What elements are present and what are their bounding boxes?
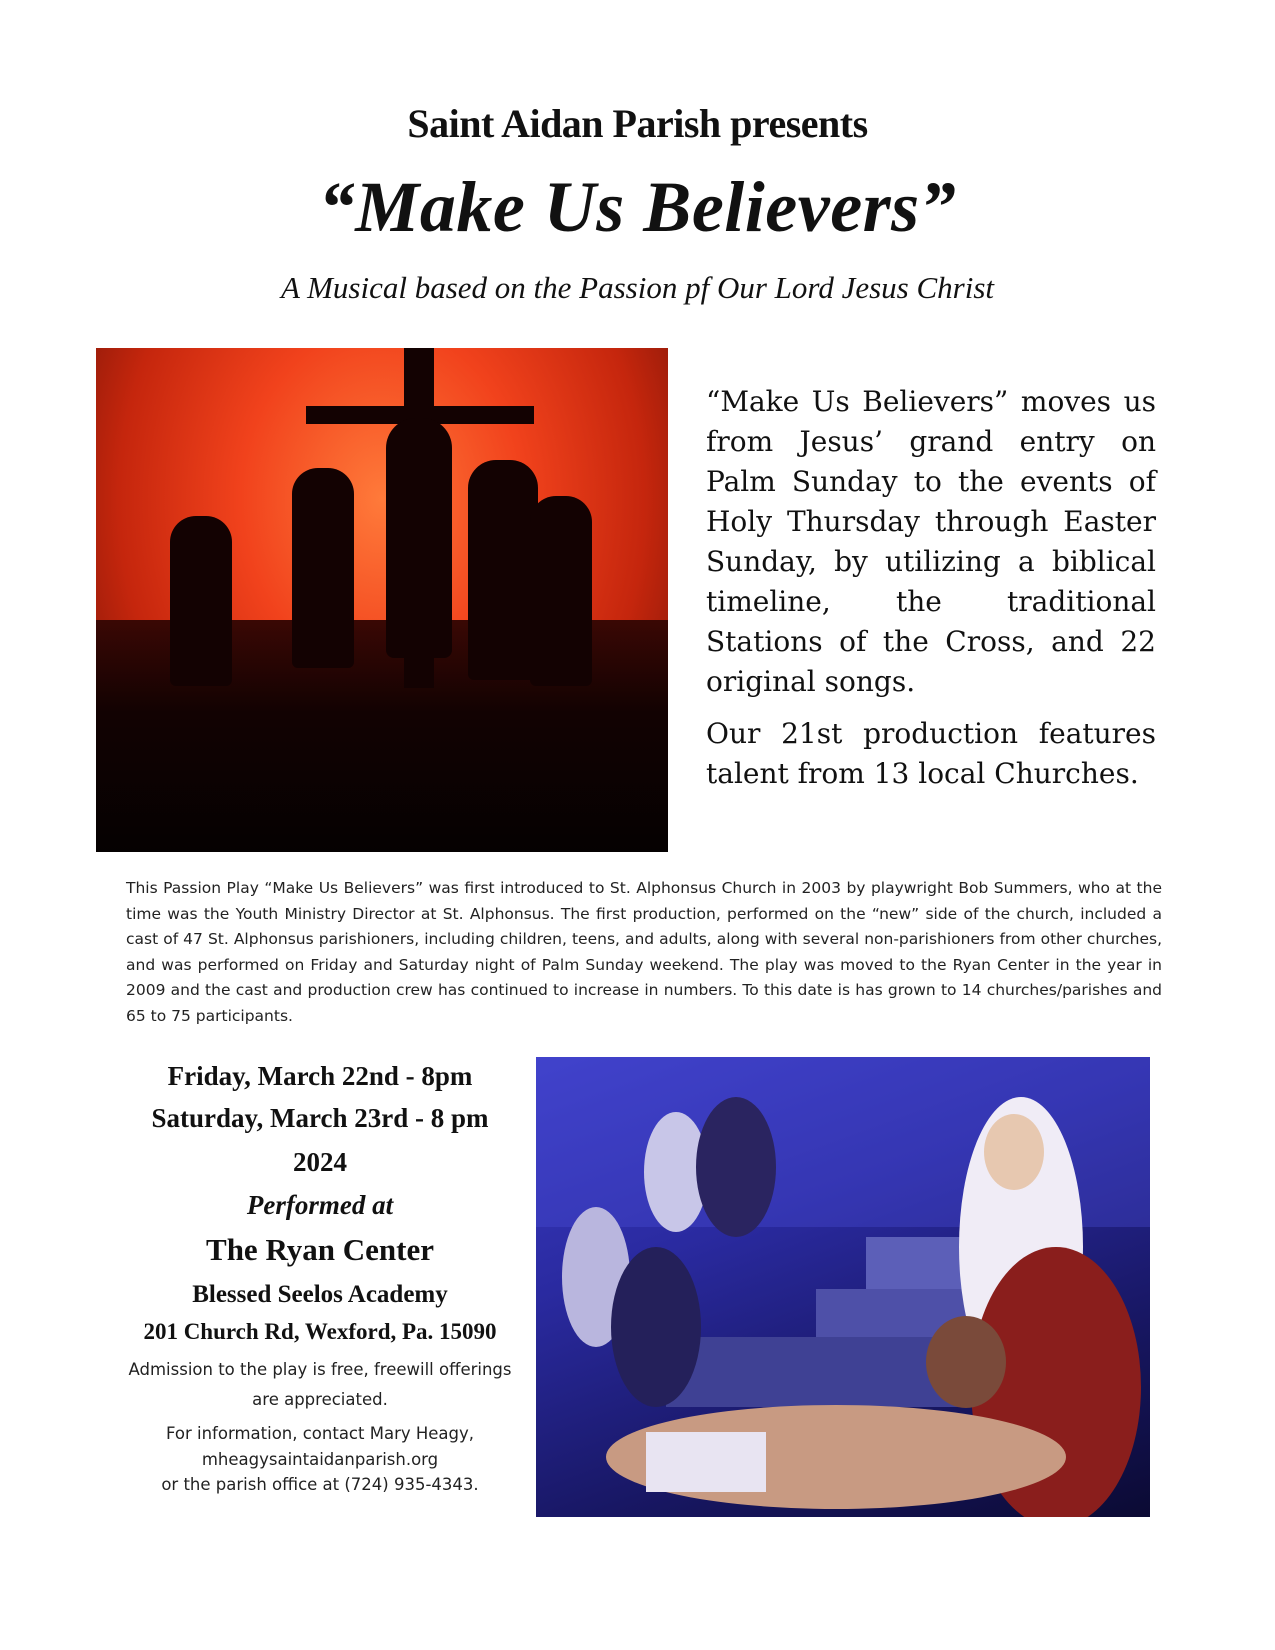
presents-heading: Saint Aidan Parish presents	[407, 101, 868, 146]
crucified-figure	[386, 418, 452, 658]
page-title: “Make Us Believers”	[318, 167, 957, 247]
contact-line-3: or the parish office at (724) 935-4343.	[161, 1475, 479, 1494]
performed-at-label: Performed at	[246, 1190, 394, 1220]
play-description	[706, 382, 1156, 806]
contact-info	[120, 1421, 520, 1498]
pieta-photo	[536, 1057, 1150, 1517]
contact-line-2: mheagysaintaidanparish.org	[201, 1449, 439, 1469]
event-date-saturday: Saturday, March 23rd - 8 pm	[151, 1103, 489, 1133]
figure-silhouette	[530, 496, 592, 686]
event-date-friday: Friday, March 22nd - 8pm	[167, 1061, 473, 1091]
seated-figure	[611, 1247, 701, 1407]
event-details	[120, 1055, 520, 1498]
figure-silhouette	[170, 516, 232, 686]
venue-address: 201 Church Rd, Wexford, Pa. 15090	[143, 1319, 497, 1344]
cloth	[646, 1432, 766, 1492]
page-subtitle: A Musical based on the Passion pf Our Lord Jesus Christ	[280, 270, 994, 305]
admission-note: Admission to the play is free, freewill offerings are appreciated.	[128, 1360, 512, 1409]
figure-silhouette	[468, 460, 538, 680]
event-year: 2024	[293, 1147, 347, 1177]
description-paragraph-2: Our 21st production features talent from 13 local Churches.	[706, 717, 1156, 790]
description-paragraph-1: “Make Us Believers” moves us from Jesus’ grand entry on Palm Sunday to the events of Holy Thursday through Easter Sunday, by utilizing a biblical timeline, the traditional Stations of the Cross, and 22 original songs.	[706, 385, 1156, 698]
history-paragraph: This Passion Play “Make Us Believers” was first introduced to St. Alphonsus Church in 2003 by playwright Bob Summers, who at the time was the Youth Ministry Director at St. Alphonsus. The first production, performed on the “new” side of the church, included a cast of 47 St. Alphonsus parishioners, including children, teens, and adults, along with several non-parishioners from other churches, and was performed on Friday and Saturday night of Palm Sunday weekend. The play was moved to the Ryan Center in the year in 2009 and the cast and production crew has continued to increase in numbers. To this date is has grown to 14 churches/parishes and 65 to 75 participants.	[126, 879, 1162, 1025]
seated-figure	[696, 1097, 776, 1237]
jesus-head	[926, 1316, 1006, 1408]
pieta-scene	[536, 1057, 1150, 1517]
venue-name: The Ryan Center	[206, 1232, 434, 1267]
mary-face	[984, 1114, 1044, 1190]
academy-name: Blessed Seelos Academy	[192, 1281, 448, 1308]
contact-line-1: For information, contact Mary Heagy,	[165, 1424, 475, 1443]
crucifixion-photo	[96, 348, 668, 852]
figure-silhouette	[292, 468, 354, 668]
